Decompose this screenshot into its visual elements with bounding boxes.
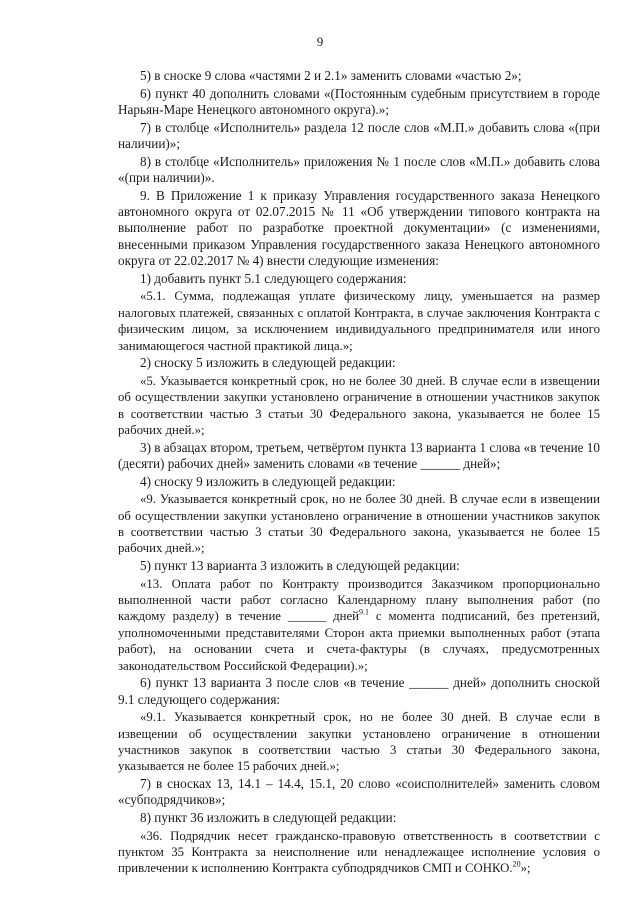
paragraph: 7) в сносках 13, 14.1 – 14.4, 15.1, 20 слово «соисполнителей» заменить словом «субподрядчиков»; <box>118 776 600 808</box>
quoted-paragraph: «9. Указывается конкретный срок, но не более 30 дней. В случае если в извещении об осуществлении закупки установлено ограничение в отношении участников закупок в соответствии частью 3 статьи 30 Федерального закона, указывается не более 15 рабочих дней.»; <box>118 492 600 556</box>
quoted-paragraph <box>118 576 600 674</box>
paragraph-text: с момента подписаний, без претензий, уполномоченными представителями Сторон акта приемки выполненных работ (этапа работ), на основании счета и счета-фактуры (в случаях, предусмотренных законодательством Российской Федерации).»; <box>118 609 601 673</box>
paragraph-text: «36. Подрядчик несет гражданско-правовую ответственность в соответствии с пунктом 35 Контракта за неисполнение или ненадлежащее исполнение условия о привлечении к исполнению Контракта субподрядчиков СМП и СОНКО. <box>118 828 600 876</box>
footnote-ref: 20 <box>512 860 521 870</box>
paragraph: 9. В Приложение 1 к приказу Управления государственного заказа Ненецкого автономного округа от 02.07.2015 № 11 «Об утверждении типового контракта на выполнение работ по разработке проектной документации» (с изменениями, внесенными приказом Управления государственного заказа Ненецкого автономного округа от 22.02.2017 № 4) внести следующие изменения: <box>118 187 600 269</box>
quoted-paragraph: «5.1. Сумма, подлежащая уплате физическому лицу, уменьшается на размер налоговых платежей, связанных с оплатой Контракта, в случае заключения Контракта с физическим лицом, за исключением индивидуального предпринимателя или иного занимающегося частной практикой лица.»; <box>118 289 600 353</box>
paragraph: 1) добавить пункт 5.1 следующего содержания: <box>140 270 407 286</box>
paragraph: 6) пункт 40 дополнить словами «(Постоянным судебным присутствием в городе Нарьян-Маре Ненецкого автономного округа).»; <box>118 85 600 117</box>
paragraph-text: «13. Оплата работ по Контракту производится Заказчиком пропорционально выполненной части работ согласно Календарному плану выполнения работ (по каждому разделу) в течение ______ дней <box>118 576 600 624</box>
paragraph: 8) пункт 36 изложить в следующей редакции: <box>140 810 397 826</box>
paragraph: 4) сноску 9 изложить в следующей редакции: <box>140 473 396 489</box>
page-number: 9 <box>316 34 324 49</box>
paragraph: 6) пункт 13 варианта 3 после слов «в течение ______ дней» дополнить сноской 9.1 следующего содержания: <box>118 675 600 707</box>
quoted-paragraph: «5. Указывается конкретный срок, но не более 30 дней. В случае если в извещении об осуществлении закупки установлено ограничение в отношении участников закупок в соответствии частью 3 статьи 30 Федерального закона, указывается не более 15 рабочих дней.»; <box>118 373 600 438</box>
paragraph-text: »; <box>520 861 531 876</box>
paragraph: 3) в абзацах втором, третьем, четвёртом пункта 13 варианта 1 слова «в течение 10 (десяти) рабочих дней» заменить словами «в течение ______ дней»; <box>118 439 600 472</box>
paragraph: 5) пункт 13 варианта 3 изложить в следующей редакции: <box>140 558 460 574</box>
paragraph: 2) сноску 5 изложить в следующей редакции: <box>140 355 396 371</box>
document-body <box>118 68 600 878</box>
footnote-ref: 9.1 <box>359 608 370 618</box>
paragraph: 5) в сноске 9 слова «частями 2 и 2.1» заменить словами «частью 2»; <box>140 68 522 83</box>
paragraph: 8) в столбце «Исполнитель» приложения № 1 после слов «М.П.» добавить слова «(при наличии)». <box>118 153 600 185</box>
quoted-paragraph <box>118 828 600 877</box>
paragraph: 7) в столбце «Исполнитель» раздела 12 после слов «М.П.» добавить слова «(при наличии)»; <box>118 119 600 151</box>
quoted-paragraph: «9.1. Указывается конкретный срок, но не более 30 дней. В случае если в извещении об осуществлении закупки установлено ограничение в отношении участников закупок в соответствии частью 3 статьи 30 Федерального закона, указывается не более 15 рабочих дней.»; <box>118 710 600 774</box>
